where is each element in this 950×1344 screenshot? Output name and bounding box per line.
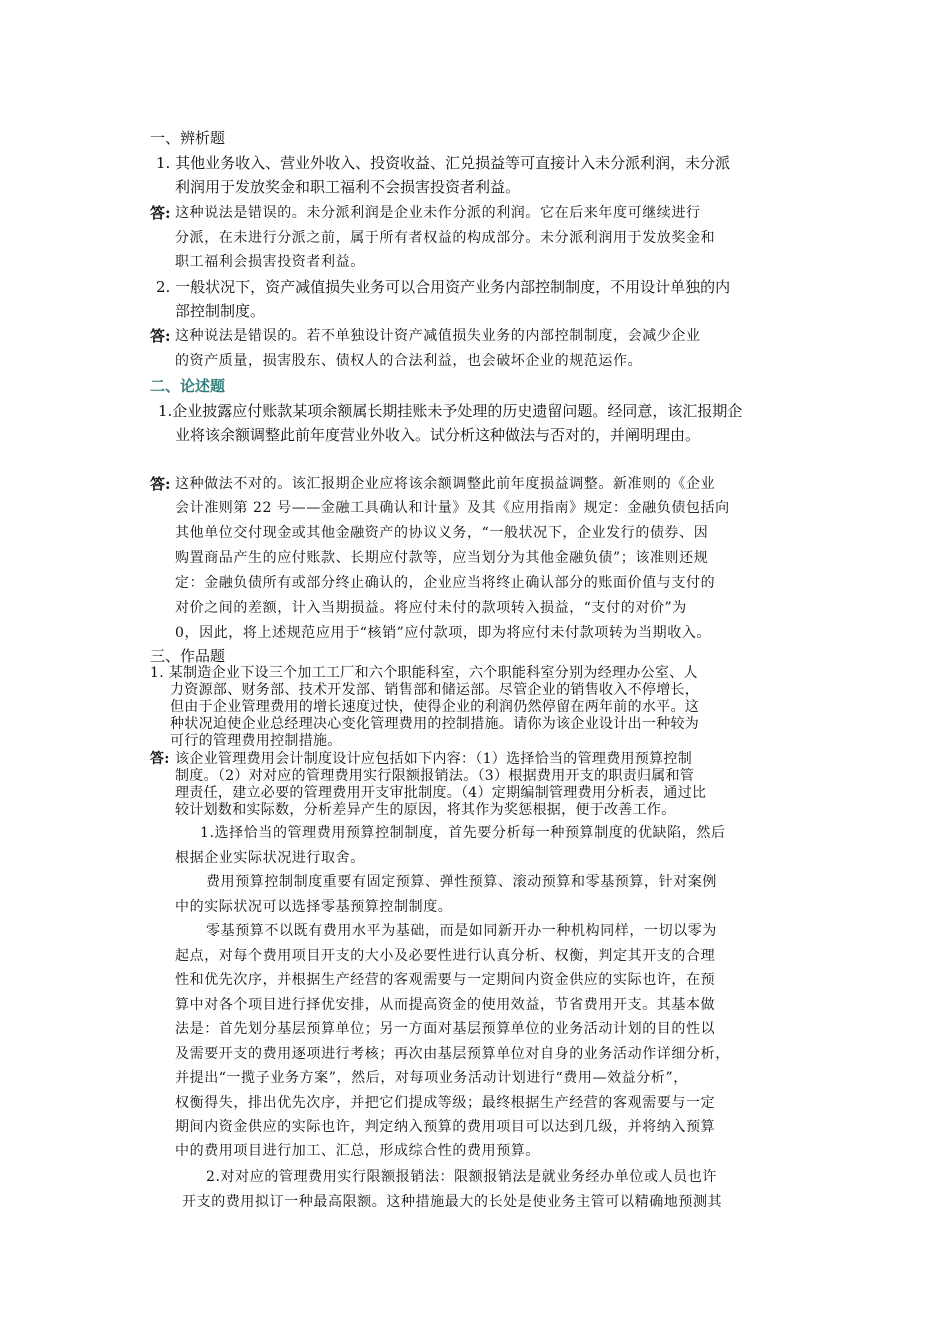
body-1-line-2: 根据企业实际状况进行取舍。: [175, 850, 365, 866]
question-3-line-1: 1.企业披露应付账款某项余额属长期挂账未予处理的历史遗留问题。经同意，该汇报期企: [158, 402, 743, 420]
body-3-line-3: 性和优先次序，并根据生产经营的客观需要与一定期间内资金供应的实际也许，在预: [175, 972, 716, 988]
question-2-line-1: 2. 一般状况下，资产减值损失业务可以合用资产业务内部控制制度，不用设计单独的内: [156, 278, 731, 296]
answer-3-line-3: 其他单位交付现金或其他金融资产的协议义务，“一般状况下，企业发行的债券、因: [175, 525, 709, 541]
body-3-line-8: 权衡得失，排出优先次序，并把它们提成等级；最终根据生产经营的客观需要与一定: [175, 1095, 716, 1111]
question-4-line-3: 但由于企业管理费用的增长速度过快，使得企业的利润仍然停留在两年前的水平。这: [170, 699, 700, 715]
question-4-line-4: 种状况迫使企业总经理决心变化管理费用的控制措施。请你为该企业设计出一种较为: [170, 716, 700, 732]
body-3-line-7: 并提出“一揽子业务方案”，然后，对每项业务活动计划进行“费用—效益分析”，: [175, 1070, 688, 1086]
body-2-line-1: 费用预算控制制度重要有固定预算、弹性预算、滚动预算和零基预算，针对案例: [206, 874, 717, 890]
question-1-line-2: 利润用于发放奖金和职工福利不会损害投资者利益。: [175, 178, 521, 196]
body-3-line-1: 零基预算不以既有费用水平为基础，而是如同新开办一种机构同样，一切以零为: [206, 923, 717, 939]
question-3-line-2: 业将该余额调整此前年度营业外收入。试分析这种做法与否对的，并阐明理由。: [175, 426, 701, 444]
answer-4-line-1: 该企业管理费用会计制度设计应包括如下内容：（1）选择恰当的管理费用预算控制: [175, 751, 693, 767]
answer-4-line-4: 较计划数和实际数，分析差异产生的原因，将其作为奖惩根据，便于改善工作。: [175, 802, 676, 818]
answer-3-line-7: 0，因此，将上述规范应用于“核销”应付款项，即为将应付未付款项转为当期收入。: [175, 625, 712, 641]
answer-label: 答:: [150, 327, 171, 345]
answer-label: 答:: [150, 475, 171, 493]
body-3-line-9: 期间内资金供应的实际也许，判定纳入预算的费用项目可以达到几级，并将纳入预算: [175, 1119, 716, 1135]
body-3-line-6: 及需要开支的费用逐项进行考核；再次由基层预算单位对自身的业务活动作详细分析，: [175, 1046, 730, 1062]
answer-2-line-1: 这种说法是错误的。若不单独设计资产减值损失业务的内部控制制度，会减少企业: [175, 328, 701, 344]
question-4-line-1: 1. 某制造企业下设三个加工工厂和六个职能科室，六个职能科室分别为经理办公室、人: [150, 665, 698, 681]
section-heading-3: 三、作品题: [150, 647, 226, 665]
answer-3-line-2: 会计准则第 22 号——金融工具确认和计量》及其《应用指南》规定：金融负债包括向: [175, 500, 730, 516]
answer-4-line-3: 理责任，建立必要的管理费用开支审批制度。（4）定期编制管理费用分析表，通过比: [175, 785, 707, 801]
answer-3-line-5: 定：金融负债所有或部分终止确认的，企业应当将终止确认部分的账面价值与支付的: [175, 575, 716, 591]
section-heading-1: 一、辨析题: [150, 129, 226, 147]
body-3-line-10: 中的费用项目进行加工、汇总，形成综合性的费用预算。: [175, 1143, 540, 1159]
question-4-line-2: 力资源部、财务部、技术开发部、销售部和储运部。尽管企业的销售收入不停增长，: [170, 682, 700, 698]
question-4-line-5: 可行的管理费用控制措施。: [170, 733, 342, 749]
body-3-line-2: 起点，对每个费用项目开支的大小及必要性进行认真分析、权衡，判定其开支的合理: [175, 948, 716, 964]
answer-1-line-2: 分派，在未进行分派之前，属于所有者权益的构成部分。未分派利润用于发放奖金和: [175, 230, 716, 246]
question-2-line-2: 部控制制度。: [175, 302, 266, 320]
question-1-line-1: 1. 其他业务收入、营业外收入、投资收益、汇兑损益等可直接计入未分派利润，未分派: [156, 154, 731, 172]
body-3-line-5: 法是：首先划分基层预算单位；另一方面对基层预算单位的业务活动计划的目的性以: [175, 1021, 716, 1037]
answer-label: 答:: [150, 204, 171, 222]
answer-1-line-1: 这种说法是错误的。未分派利润是企业未作分派的利润。它在后来年度可继续进行: [175, 205, 701, 221]
body-3-line-4: 算中对各个项目进行择优安排，从而提高资金的使用效益，节省费用开支。其基本做: [175, 997, 716, 1013]
section-heading-2: 二、论述题: [150, 377, 226, 395]
body-1-line-1: 1.选择恰当的管理费用预算控制制度，首先要分析每一种预算制度的优缺陷，然后: [200, 825, 726, 841]
answer-4-line-2: 制度。（2）对对应的管理费用实行限额报销法。（3）根据费用开支的职责归属和管: [175, 768, 695, 784]
body-4-line-2: 开支的费用拟订一种最高限额。这种措施最大的长处是使业务主管可以精确地预测其: [182, 1194, 723, 1210]
body-4-line-1: 2.对对应的管理费用实行限额报销法：限额报销法是就业务经办单位或人员也许: [206, 1169, 717, 1185]
answer-1-line-3: 职工福利会损害投资者利益。: [175, 254, 365, 270]
answer-3-line-1: 这种做法不对的。该汇报期企业应将该余额调整此前年度损益调整。新准则的《企业: [175, 476, 716, 492]
answer-label: 答:: [150, 751, 170, 767]
answer-3-line-6: 对价之间的差额，计入当期损益。将应付未付的款项转入损益，“支付的对价”为: [175, 600, 687, 616]
body-2-line-2: 中的实际状况可以选择零基预算控制制度。: [175, 899, 453, 915]
answer-3-line-4: 购置商品产生的应付账款、长期应付款等，应当划分为其他金融负债”；该准则还规: [175, 550, 709, 566]
answer-2-line-2: 的资产质量，损害股东、债权人的合法利益，也会破坏企业的规范运作。: [175, 353, 643, 369]
